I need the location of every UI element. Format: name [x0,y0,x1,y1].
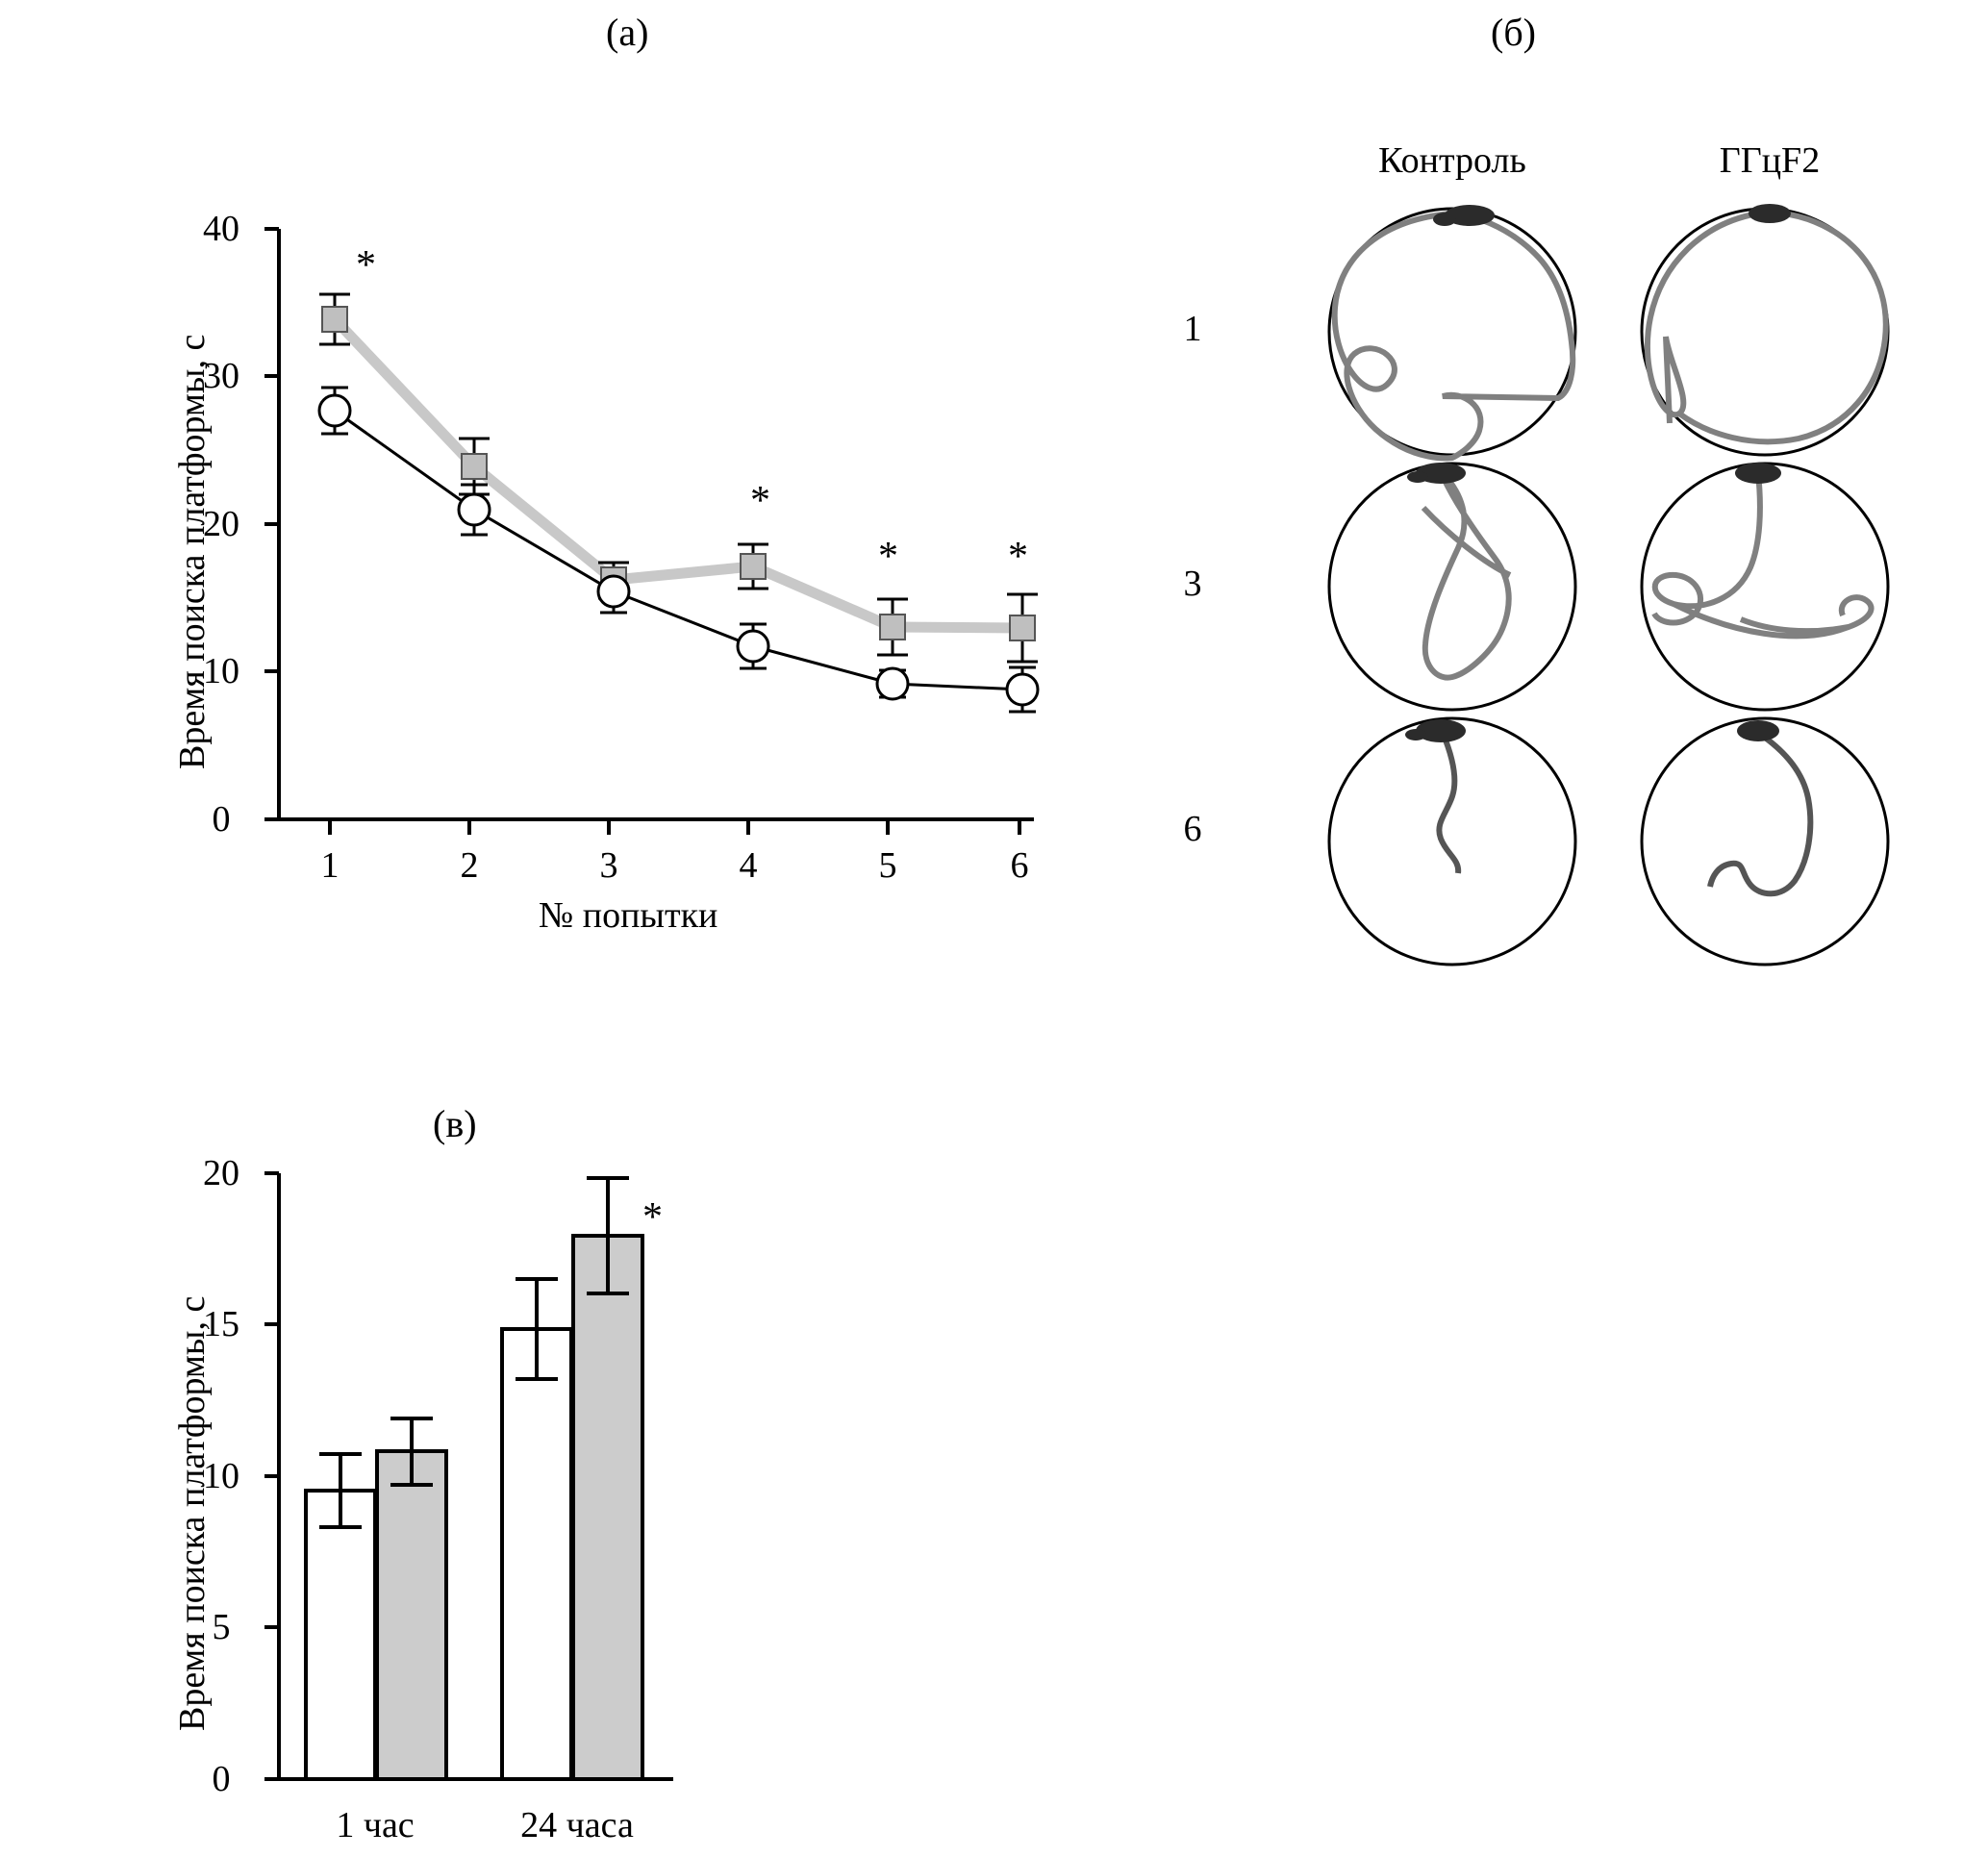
panel-a-star-1: * [356,243,376,288]
panel-a-ytick-10: 10 [203,651,239,691]
panel-v-ytick-0: 0 [212,1759,231,1799]
panel-b-label: (б) [1491,11,1536,54]
panel-a-svg [0,0,1135,981]
series-control-markers [319,395,1038,705]
panel-v-svg [0,1019,962,1857]
bar-ggcf2-24h [573,1236,642,1779]
panel-a-label: (а) [606,11,649,54]
panel-v-xtick-24h: 24 часа [520,1805,634,1845]
trajectory-ggcf2-trial-1 [1642,204,1888,455]
panel-a-ytick-0: 0 [212,799,231,840]
panel-a-x-axis-title: № попытки [539,895,718,936]
error-bars-control [321,388,1036,712]
panel-b-row-1: 1 [1183,309,1202,349]
panel-v-ytick-20: 20 [203,1153,239,1193]
panel-b-row-3: 3 [1183,564,1202,604]
panel-v-ytick-15: 15 [203,1304,239,1344]
trajectory-control-trial-3 [1329,463,1575,710]
panel-v-y-axis-title: Время поиска платформы, с [172,1295,213,1731]
series-ggcf2-markers [322,307,1035,640]
panel-v-star-24h: * [642,1195,663,1240]
panel-a-ytick-40: 40 [203,209,239,249]
panel-a-xtick-1: 1 [320,845,340,886]
panel-a-xtick-5: 5 [878,845,897,886]
panel-b-trajectories [1135,0,1988,1019]
trajectory-control-trial-6 [1329,718,1575,965]
panel-a-star-4: * [750,479,770,523]
bar-control-1h [306,1491,375,1779]
bar-control-24h [502,1329,571,1779]
panel-b-column-control: Контроль [1378,140,1526,181]
series-control-line [335,411,1022,690]
panel-a-star-6: * [1008,535,1028,579]
panel-b-row-6: 6 [1183,809,1202,849]
panel-a-xtick-6: 6 [1010,845,1029,886]
series-ggcf2-line [335,319,1022,628]
trajectory-control-trial-1 [1329,205,1575,458]
panel-v-ytick-5: 5 [212,1607,231,1647]
panel-a-line-chart [0,0,1135,981]
trajectory-ggcf2-trial-3 [1642,463,1888,710]
trajectory-ggcf2-trial-6 [1642,718,1888,965]
panel-v-ytick-10: 10 [203,1456,239,1496]
panel-a-xtick-4: 4 [739,845,758,886]
panel-a-xtick-3: 3 [599,845,618,886]
panel-a-y-axis-title: Время поиска платформы, с [172,334,213,769]
panel-a-star-5: * [878,535,898,579]
panel-b-column-ggcf2: ГГцF2 [1719,140,1821,181]
panel-v-bar-chart [0,1019,962,1857]
panel-a-ytick-30: 30 [203,356,239,396]
panel-a-xtick-2: 2 [460,845,479,886]
bar-ggcf2-1h [377,1451,446,1779]
panel-a-ytick-20: 20 [203,504,239,544]
panel-v-xtick-1h: 1 час [336,1805,415,1845]
panel-v-label: (в) [433,1102,477,1145]
